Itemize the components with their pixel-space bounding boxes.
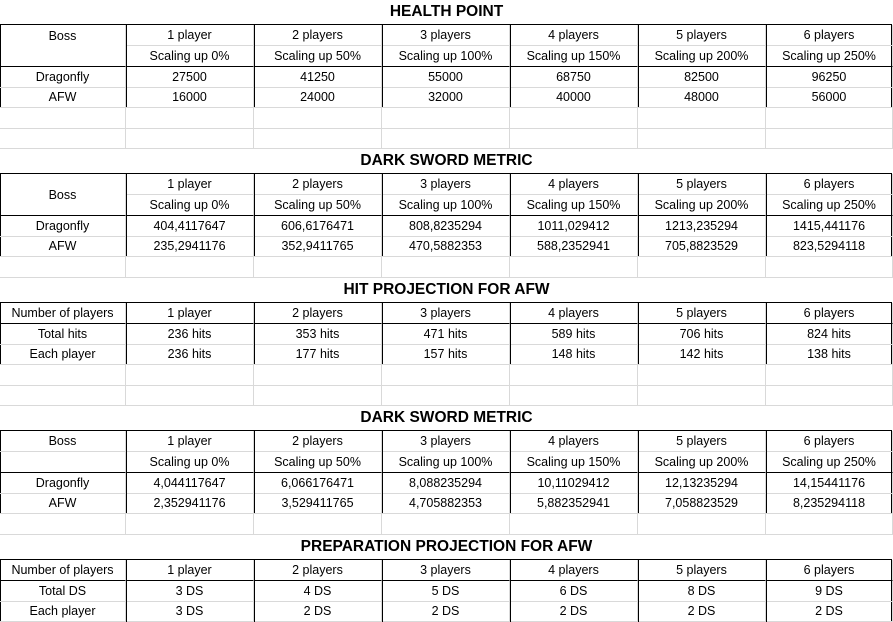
value-cell[interactable]: 142 hits	[638, 344, 766, 365]
value-cell[interactable]: 236 hits	[126, 344, 254, 365]
empty-row	[0, 365, 893, 386]
value-cell[interactable]: 55000	[382, 67, 510, 88]
value-cell[interactable]: 5,882352941	[510, 493, 638, 514]
value-cell[interactable]: 1415,441176	[766, 216, 893, 237]
player-count-header[interactable]: 3 players	[382, 431, 510, 452]
value-cell[interactable]: 8,235294118	[766, 493, 893, 514]
scaling-header[interactable]: Scaling up 0%	[126, 46, 254, 67]
value-cell[interactable]: 27500	[126, 67, 254, 88]
player-count-header[interactable]: 4 players	[510, 560, 638, 581]
value-cell[interactable]: 96250	[766, 67, 893, 88]
dark-sword-metric-table	[0, 173, 892, 257]
table-row	[0, 324, 893, 345]
scaling-header[interactable]: Scaling up 200%	[638, 46, 766, 67]
player-count-header[interactable]: 4 players	[510, 25, 638, 46]
boss-name-cell[interactable]: Dragonfly	[0, 473, 126, 494]
player-count-header[interactable]: 6 players	[766, 431, 893, 452]
value-cell[interactable]: 4,705882353	[382, 493, 510, 514]
player-count-header[interactable]: 2 players	[254, 25, 382, 46]
value-cell[interactable]: 138 hits	[766, 344, 893, 365]
scaling-header[interactable]: Scaling up 0%	[126, 195, 254, 216]
value-cell[interactable]: 808,8235294	[382, 216, 510, 237]
number-of-players-header[interactable]: Number of players	[0, 303, 126, 324]
table-row	[0, 216, 893, 237]
player-count-header[interactable]: 3 players	[382, 174, 510, 195]
dark-sword-metric-title: DARK SWORD METRIC	[360, 152, 533, 169]
player-count-header[interactable]: 1 player	[126, 431, 254, 452]
player-count-header[interactable]: 3 players	[382, 560, 510, 581]
empty-row	[0, 514, 893, 535]
value-cell[interactable]: 56000	[766, 87, 893, 108]
table-row	[0, 236, 893, 257]
value-cell[interactable]: 24000	[254, 87, 382, 108]
value-cell[interactable]: 68750	[510, 67, 638, 88]
value-cell[interactable]: 5 DS	[382, 581, 510, 602]
value-cell[interactable]: 10,11029412	[510, 473, 638, 494]
value-cell[interactable]: 3,529411765	[254, 493, 382, 514]
value-cell[interactable]: 40000	[510, 87, 638, 108]
player-count-header[interactable]: 2 players	[254, 431, 382, 452]
scaling-header[interactable]: Scaling up 100%	[382, 195, 510, 216]
player-count-header[interactable]: 5 players	[638, 303, 766, 324]
player-count-header[interactable]: 3 players	[382, 25, 510, 46]
row-label-cell[interactable]: Each player	[0, 344, 126, 365]
value-cell[interactable]: 471 hits	[382, 324, 510, 345]
value-cell[interactable]: 9 DS	[766, 581, 893, 602]
boss-header[interactable]: Boss	[0, 431, 126, 452]
value-cell[interactable]: 2,352941176	[126, 493, 254, 514]
value-cell[interactable]: 3 DS	[126, 581, 254, 602]
preparation-projection-table	[0, 559, 892, 622]
boss-name-cell[interactable]: AFW	[0, 236, 126, 257]
empty-row	[0, 257, 893, 278]
boss-header[interactable]: Boss	[0, 25, 126, 67]
table-row	[0, 87, 893, 108]
player-count-header[interactable]: 2 players	[254, 174, 382, 195]
player-count-header[interactable]: 1 player	[126, 25, 254, 46]
value-cell[interactable]: 470,5882353	[382, 236, 510, 257]
boss-name-cell[interactable]: AFW	[0, 493, 126, 514]
scaling-header[interactable]: Scaling up 50%	[254, 195, 382, 216]
value-cell[interactable]: 2 DS	[382, 601, 510, 622]
value-cell[interactable]: 41250	[254, 67, 382, 88]
scaling-header[interactable]: Scaling up 150%	[510, 195, 638, 216]
scaling-header[interactable]: Scaling up 250%	[766, 46, 893, 67]
value-cell[interactable]: 2 DS	[510, 601, 638, 622]
value-cell[interactable]: 16000	[126, 87, 254, 108]
value-cell[interactable]: 352,9411765	[254, 236, 382, 257]
value-cell[interactable]: 177 hits	[254, 344, 382, 365]
player-count-header[interactable]: 2 players	[254, 303, 382, 324]
player-count-header[interactable]: 3 players	[382, 303, 510, 324]
value-cell[interactable]: 148 hits	[510, 344, 638, 365]
value-cell[interactable]: 82500	[638, 67, 766, 88]
value-cell[interactable]: 4 DS	[254, 581, 382, 602]
player-count-header[interactable]: 1 player	[126, 560, 254, 581]
value-cell[interactable]: 8,088235294	[382, 473, 510, 494]
value-cell[interactable]: 2 DS	[254, 601, 382, 622]
preparation-projection-title: PREPARATION PROJECTION FOR AFW	[300, 538, 593, 555]
player-count-header[interactable]: 5 players	[638, 560, 766, 581]
player-count-header[interactable]: 6 players	[766, 25, 893, 46]
scaling-header[interactable]: Scaling up 150%	[510, 452, 638, 473]
scaling-header[interactable]: Scaling up 100%	[382, 452, 510, 473]
table-row	[0, 67, 893, 88]
value-cell[interactable]: 589 hits	[510, 324, 638, 345]
value-cell[interactable]: 3 DS	[126, 601, 254, 622]
value-cell[interactable]: 14,15441176	[766, 473, 893, 494]
player-count-header[interactable]: 5 players	[638, 174, 766, 195]
value-cell[interactable]: 353 hits	[254, 324, 382, 345]
table-row	[0, 581, 893, 602]
value-cell[interactable]: 2 DS	[638, 601, 766, 622]
empty-cell[interactable]	[0, 452, 126, 473]
player-count-header[interactable]: 4 players	[510, 303, 638, 324]
scaling-header[interactable]: Scaling up 50%	[254, 452, 382, 473]
value-cell[interactable]: 6,066176471	[254, 473, 382, 494]
dark-sword-metric-table-2	[0, 430, 892, 514]
scaling-header[interactable]: Scaling up 200%	[638, 195, 766, 216]
player-count-header[interactable]: 6 players	[766, 174, 893, 195]
scaling-header[interactable]: Scaling up 100%	[382, 46, 510, 67]
value-cell[interactable]: 606,6176471	[254, 216, 382, 237]
table-row	[0, 493, 893, 514]
value-cell[interactable]: 12,13235294	[638, 473, 766, 494]
value-cell[interactable]: 588,2352941	[510, 236, 638, 257]
table-row	[0, 601, 893, 622]
player-count-header[interactable]: 6 players	[766, 303, 893, 324]
row-label-cell[interactable]: Each player	[0, 601, 126, 622]
value-cell[interactable]: 1011,029412	[510, 216, 638, 237]
value-cell[interactable]: 8 DS	[638, 581, 766, 602]
boss-header[interactable]: Boss	[0, 174, 126, 216]
table-row	[0, 344, 893, 365]
value-cell[interactable]: 235,2941176	[126, 236, 254, 257]
hit-projection-table	[0, 302, 892, 365]
empty-row	[0, 385, 893, 406]
table-row	[0, 473, 893, 494]
player-count-header[interactable]: 5 players	[638, 25, 766, 46]
boss-name-cell[interactable]: Dragonfly	[0, 216, 126, 237]
value-cell[interactable]: 823,5294118	[766, 236, 893, 257]
boss-name-cell[interactable]: AFW	[0, 87, 126, 108]
value-cell[interactable]: 2 DS	[766, 601, 893, 622]
value-cell[interactable]: 706 hits	[638, 324, 766, 345]
value-cell[interactable]: 705,8823529	[638, 236, 766, 257]
value-cell[interactable]: 236 hits	[126, 324, 254, 345]
scaling-header[interactable]: Scaling up 250%	[766, 195, 893, 216]
value-cell[interactable]: 48000	[638, 87, 766, 108]
value-cell[interactable]: 1213,235294	[638, 216, 766, 237]
value-cell[interactable]: 404,4117647	[126, 216, 254, 237]
row-label-cell[interactable]: Total hits	[0, 324, 126, 345]
value-cell[interactable]: 4,044117647	[126, 473, 254, 494]
player-count-header[interactable]: 1 player	[126, 303, 254, 324]
number-of-players-header[interactable]: Number of players	[0, 560, 126, 581]
value-cell[interactable]: 7,058823529	[638, 493, 766, 514]
player-count-header[interactable]: 2 players	[254, 560, 382, 581]
value-cell[interactable]: 157 hits	[382, 344, 510, 365]
player-count-header[interactable]: 1 player	[126, 174, 254, 195]
boss-name-cell[interactable]: Dragonfly	[0, 67, 126, 88]
empty-row	[0, 128, 893, 149]
scaling-header[interactable]: Scaling up 200%	[638, 452, 766, 473]
value-cell[interactable]: 6 DS	[510, 581, 638, 602]
player-count-header[interactable]: 4 players	[510, 431, 638, 452]
health-point-table	[0, 24, 892, 108]
scaling-header[interactable]: Scaling up 150%	[510, 46, 638, 67]
scaling-header[interactable]: Scaling up 250%	[766, 452, 893, 473]
row-label-cell[interactable]: Total DS	[0, 581, 126, 602]
scaling-header[interactable]: Scaling up 50%	[254, 46, 382, 67]
value-cell[interactable]: 824 hits	[766, 324, 893, 345]
player-count-header[interactable]: 5 players	[638, 431, 766, 452]
dark-sword-metric-title-2: DARK SWORD METRIC	[360, 409, 533, 426]
value-cell[interactable]: 32000	[382, 87, 510, 108]
player-count-header[interactable]: 6 players	[766, 560, 893, 581]
scaling-header[interactable]: Scaling up 0%	[126, 452, 254, 473]
empty-row	[0, 108, 893, 129]
health-point-title: HEALTH POINT	[389, 3, 504, 20]
player-count-header[interactable]: 4 players	[510, 174, 638, 195]
hit-projection-title: HIT PROJECTION FOR AFW	[343, 281, 550, 298]
